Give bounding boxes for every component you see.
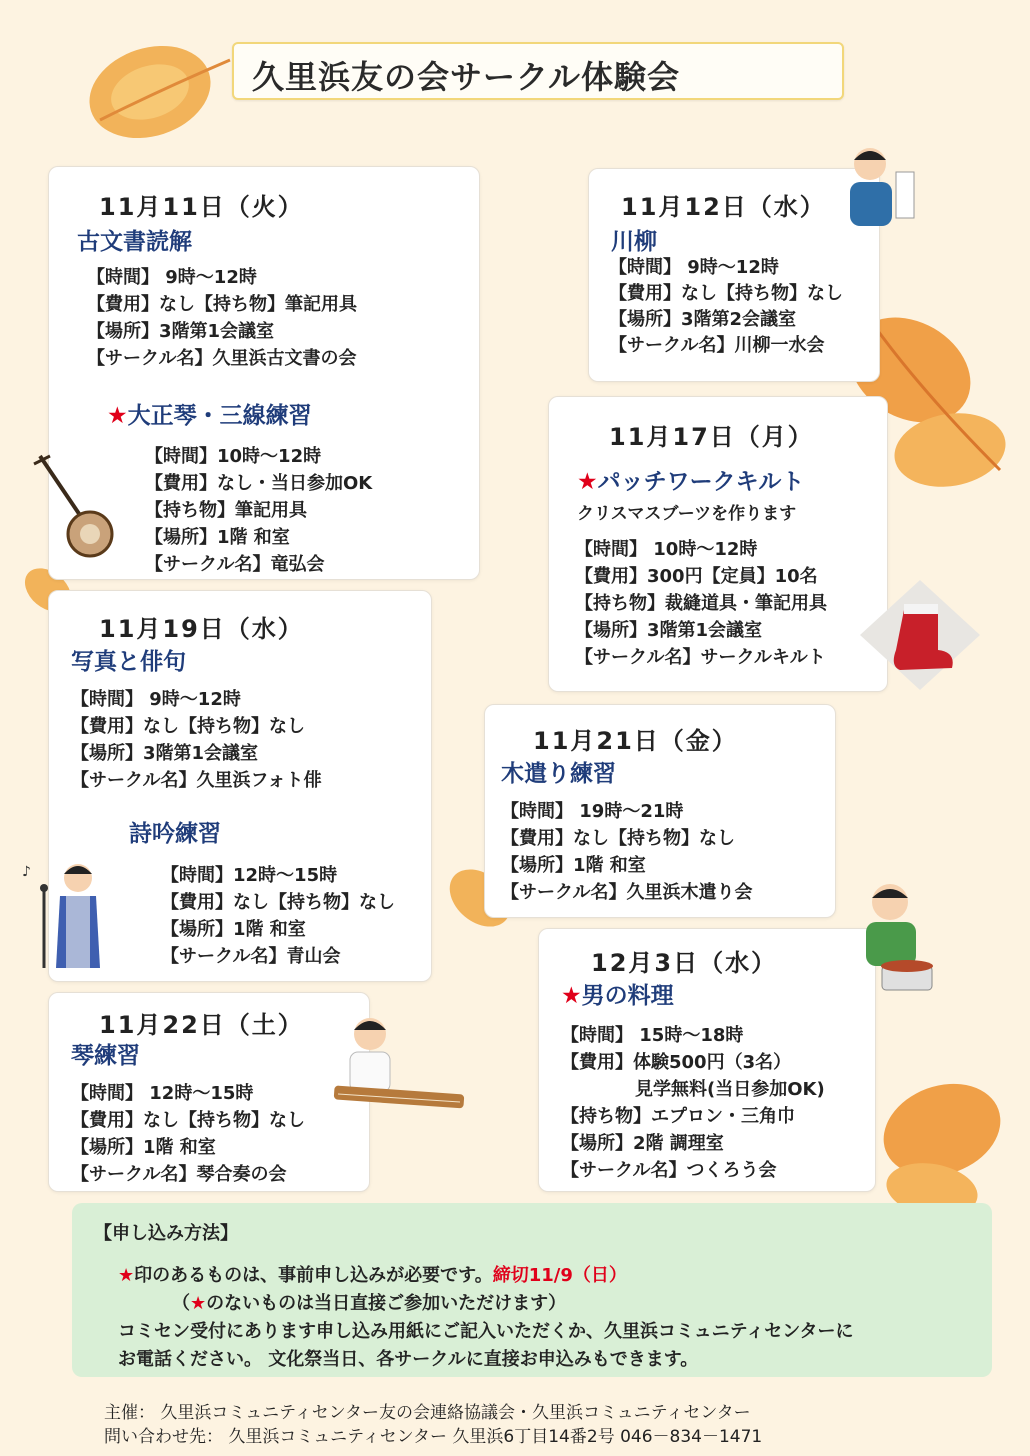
event-detail: 【持ち物】裁縫道具・筆記用具: [575, 593, 827, 614]
event-name: ★男の料理: [561, 983, 674, 1009]
event-date: 12月3日（水）: [591, 949, 778, 977]
event-detail: 【時間】 9時～12時: [71, 689, 241, 710]
event-detail: 【時間】 19時～21時: [501, 801, 684, 822]
event-date: 11月17日（月）: [609, 423, 814, 451]
event-detail: 【時間】 12時～15時: [71, 1083, 254, 1104]
shamisen-icon: [28, 450, 118, 560]
apply-heading: 【申し込み方法】: [94, 1223, 238, 1244]
star-icon: ★: [107, 403, 128, 429]
event-name: 木遣り練習: [501, 761, 616, 787]
star-icon: ★: [577, 469, 598, 495]
event-detail: 【サークル名】久里浜木遣り会: [501, 882, 753, 903]
application-info-box: [72, 1203, 992, 1377]
event-detail: 【サークル名】久里浜フォト俳: [71, 770, 322, 791]
event-name: 古文書読解: [77, 229, 192, 255]
svg-text:♪: ♪: [22, 864, 31, 880]
event-detail: 【サークル名】つくろう会: [561, 1160, 777, 1181]
apply-line-1: ★印のあるものは、事前申し込みが必要です。締切11/9（日）: [118, 1265, 627, 1286]
event-name: 写真と俳句: [71, 649, 186, 675]
event-detail: 【サークル名】青山会: [161, 946, 341, 967]
event-date: 11月22日（土）: [99, 1011, 304, 1039]
autumn-leaf-icon: [862, 1060, 1012, 1220]
event-name: 川柳: [611, 229, 657, 255]
event-detail: 【サークル名】竜弘会: [145, 554, 325, 575]
event-date: 11月11日（火）: [99, 193, 304, 221]
event-detail: 【サークル名】川柳一水会: [609, 335, 825, 356]
event-detail: 【場所】3階第1会議室: [575, 620, 763, 641]
event-detail: 【時間】10時～12時: [145, 446, 322, 467]
event-detail: 【時間】12時～15時: [161, 865, 338, 886]
event-detail: 【時間】 9時～12時: [87, 267, 257, 288]
event-detail: 【場所】1階 和室: [501, 855, 646, 876]
footer-contact: 問い合わせ先： 久里浜コミュニティセンター 久里浜6丁目14番2号 046－834－1471: [104, 1427, 763, 1447]
apply-line-3: コミセン受付にあります申し込み用紙にご記入いただくか、久里浜コミュニティセンターに: [118, 1321, 854, 1342]
autumn-leaf-icon: [80, 30, 250, 150]
event-detail: 【時間】 10時～12時: [575, 539, 758, 560]
star-icon: ★: [561, 983, 582, 1009]
event-name: 琴練習: [71, 1043, 140, 1069]
title-banner: [232, 42, 844, 100]
event-detail: 【サークル名】久里浜古文書の会: [87, 348, 357, 369]
page-title: 久里浜友の会サークル体験会: [252, 58, 681, 96]
writer-person-icon: [840, 142, 920, 232]
event-detail: 【場所】3階第2会議室: [609, 309, 797, 330]
cooking-person-icon: [842, 880, 952, 1000]
event-detail: 【サークル名】琴合奏の会: [71, 1164, 287, 1185]
event-detail: 【場所】1階 和室: [161, 919, 306, 940]
footer-host: 主催： 久里浜コミュニティセンター友の会連絡協議会・久里浜コミュニティセンター: [104, 1403, 751, 1423]
event-subtitle: クリスマスブーツを作ります: [577, 504, 797, 524]
event-card-1122: [48, 992, 370, 1192]
event-detail: 【費用】なし【持ち物】なし: [609, 283, 843, 304]
event-card-1112: [588, 168, 880, 382]
event-detail: 【場所】1階 和室: [71, 1137, 216, 1158]
event-detail: 【費用】なし【持ち物】なし: [161, 892, 395, 913]
event-name: ★パッチワークキルト: [577, 469, 805, 495]
event-date: 11月19日（水）: [99, 615, 304, 643]
event-name: 詩吟練習: [129, 821, 221, 847]
event-detail: 【場所】1階 和室: [145, 527, 290, 548]
event-detail: 【持ち物】筆記用具: [145, 500, 307, 521]
event-detail: 【費用】なし【持ち物】なし: [501, 828, 735, 849]
event-card-1203: [538, 928, 876, 1192]
deadline: 締切11/9（日）: [492, 1265, 627, 1286]
event-card-1121: [484, 704, 836, 918]
koto-player-icon: [330, 1012, 470, 1122]
event-detail: 【サークル名】サークルキルト: [575, 647, 826, 668]
event-detail: 【費用】なし・当日参加OK: [145, 473, 373, 494]
singer-icon: [20, 856, 110, 976]
event-detail: 見学無料(当日参加OK): [635, 1079, 825, 1100]
event-detail: 【場所】3階第1会議室: [71, 743, 259, 764]
event-detail: 【場所】2階 調理室: [561, 1133, 724, 1154]
event-detail: 【時間】 9時～12時: [609, 257, 779, 278]
event-detail: 【費用】300円【定員】10名: [575, 566, 818, 587]
event-date: 11月12日（水）: [621, 193, 826, 221]
event-detail: 【持ち物】エプロン・三角巾: [561, 1106, 795, 1127]
apply-line-4: お電話ください。 文化祭当日、各サークルに直接お申込みもできます。: [118, 1349, 699, 1370]
star-icon: ★: [190, 1293, 207, 1314]
star-icon: ★: [118, 1265, 135, 1286]
apply-line-2: （★のないものは当日直接ご参加いただけます）: [172, 1293, 567, 1314]
event-detail: 【費用】なし【持ち物】筆記用具: [87, 294, 357, 315]
event-detail: 【時間】 15時～18時: [561, 1025, 744, 1046]
event-name: ★大正琴・三線練習: [107, 403, 312, 429]
christmas-boot-icon: [860, 580, 980, 690]
event-detail: 【費用】なし【持ち物】なし: [71, 1110, 305, 1131]
event-card-1117: [548, 396, 888, 692]
event-detail: 【費用】なし【持ち物】なし: [71, 716, 305, 737]
event-detail: 【場所】3階第1会議室: [87, 321, 275, 342]
event-date: 11月21日（金）: [533, 727, 738, 755]
event-detail: 【費用】体験500円（3名）: [561, 1052, 792, 1073]
